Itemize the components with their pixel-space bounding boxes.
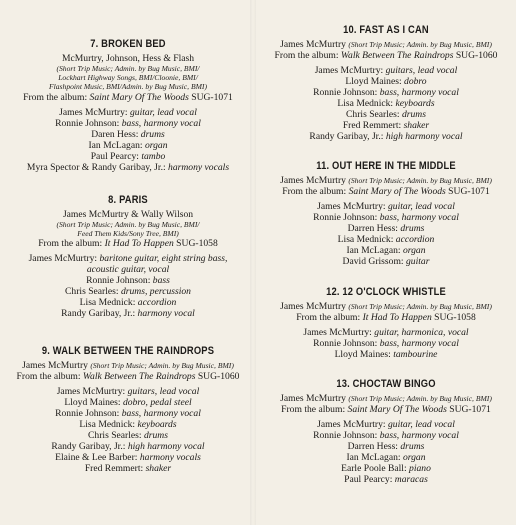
credit-role: guitar, harmonica, vocal <box>374 327 469 338</box>
album-title: Saint Mary of The Woods <box>348 186 446 197</box>
credit-row <box>258 338 514 349</box>
track-10-block <box>258 24 514 142</box>
credit-row <box>258 120 514 131</box>
writers-line: James McMurtry & Wally Wilson <box>62 209 194 220</box>
credit-role: piano <box>409 463 431 474</box>
album-line <box>0 92 256 103</box>
credit-row <box>0 162 256 173</box>
track-title: 8. PARIS <box>108 194 148 206</box>
credit-role: accordion <box>137 297 177 309</box>
credit-row <box>258 245 514 256</box>
album-prefix: From the album: <box>38 238 105 250</box>
album-catalog: SUG-1058 <box>431 312 476 323</box>
writers-name: James McMurtry <box>22 360 91 371</box>
credit-role: drums, percussion <box>120 286 191 298</box>
credit-row <box>258 474 514 485</box>
credit-row <box>258 452 514 463</box>
credit-name: Ronnie Johnson: <box>86 275 153 287</box>
credit-name: Fred Remmert: <box>84 463 146 474</box>
credit-row <box>258 430 514 441</box>
track-title: 10. FAST AS I CAN <box>343 24 429 36</box>
track-11-block <box>258 160 514 267</box>
writers-name: James McMurtry <box>280 39 349 50</box>
credit-row <box>0 308 256 319</box>
credit-row <box>258 234 514 245</box>
album-catalog: SUG-1058 <box>173 238 218 250</box>
credit-role: harmony vocal <box>137 308 195 320</box>
writers-name: James McMurtry <box>280 175 349 186</box>
credit-name: Lisa Mednick: <box>337 98 396 109</box>
credit-row <box>0 253 256 264</box>
credit-role: guitar <box>405 256 430 267</box>
credit-row <box>258 212 514 223</box>
credit-role: harmony vocals <box>139 452 201 463</box>
album-catalog: SUG-1071 <box>188 91 233 103</box>
credit-name: James McMurtry: <box>59 106 130 118</box>
album-line <box>258 186 514 197</box>
credit-row <box>0 397 256 408</box>
track-title: 9. WALK BETWEEN THE RAINDROPS <box>41 345 215 357</box>
credit-row <box>0 286 256 297</box>
credit-role: organ <box>402 452 426 463</box>
album-prefix: From the album: <box>296 312 363 323</box>
credit-name: Randy Garibay, Jr.: <box>309 131 386 142</box>
writers-line <box>258 393 514 404</box>
credit-row <box>258 201 514 212</box>
credit-role: bass, harmony vocal <box>121 408 201 419</box>
credit-role: shaker <box>403 120 430 131</box>
writers-line <box>258 301 514 312</box>
credit-role: drums <box>401 109 426 120</box>
credit-role: maracas <box>394 474 428 485</box>
credit-row <box>0 264 256 275</box>
writers-line: McMurtry, Johnson, Hess & Flash <box>61 53 195 64</box>
writers-publishing: (Short Trip Music; Admin. by Bug Music, BMI) <box>348 176 492 185</box>
credit-row <box>258 463 514 474</box>
writers-name: James McMurtry <box>280 301 349 312</box>
credit-name: Darren Hess: <box>347 223 401 234</box>
credit-row <box>258 98 514 109</box>
credit-role: guitars, lead vocal <box>127 386 200 397</box>
album-prefix: From the album: <box>281 404 348 415</box>
credit-row <box>258 223 514 234</box>
credit-row <box>0 129 256 140</box>
credit-name: Lloyd Maines: <box>334 349 394 360</box>
left-column <box>0 0 256 525</box>
album-catalog: SUG-1071 <box>446 404 491 415</box>
credit-name: Myra Spector & Randy Garibay, Jr.: <box>26 161 169 173</box>
credit-name: Ronnie Johnson: <box>313 338 380 349</box>
credit-role: guitar, lead vocal <box>388 419 455 430</box>
credit-name: Ronnie Johnson: <box>313 87 380 98</box>
credit-role: drums <box>143 430 168 441</box>
credit-name: Lisa Mednick: <box>79 419 138 430</box>
writers-publishing: (Short Trip Music; Admin. by Bug Music, BMI) <box>90 361 234 370</box>
credit-name: James McMurtry: <box>56 386 128 397</box>
credit-name: Ian McLagan: <box>346 452 403 463</box>
credit-role: bass, harmony vocal <box>121 117 201 129</box>
album-line <box>258 404 514 415</box>
credit-role: keyboards <box>137 419 177 430</box>
writers-line <box>258 39 514 50</box>
credit-row <box>0 463 256 474</box>
credit-role: organ <box>144 139 168 151</box>
album-title: Saint Mary Of The Woods <box>347 404 447 415</box>
credit-role: dobro <box>404 76 427 87</box>
album-prefix: From the album: <box>274 50 341 61</box>
writers-name: James McMurtry <box>280 393 349 404</box>
credit-name: Fred Remmert: <box>342 120 404 131</box>
track-8-block <box>0 194 256 319</box>
track-7-block <box>0 38 256 173</box>
credit-row <box>258 349 514 360</box>
credit-role: organ <box>402 245 426 256</box>
credit-name: Ian McLagan: <box>346 245 403 256</box>
credit-role: bass <box>152 275 170 287</box>
album-title: Saint Mary Of The Woods <box>89 91 189 103</box>
credit-name: Chris Searles: <box>65 286 121 298</box>
track-title: 11. OUT HERE IN THE MIDDLE <box>316 160 456 172</box>
album-title: It Had To Happen <box>104 238 174 250</box>
credit-role: bass, harmony vocal <box>379 212 459 223</box>
album-title: Walk Between The Raindrops <box>82 371 196 382</box>
credit-role: acoustic guitar, vocal <box>86 264 170 276</box>
credit-role: drums <box>400 441 425 452</box>
credit-name: Darren Hess: <box>347 441 401 452</box>
album-catalog: SUG-1060 <box>453 50 498 61</box>
credit-role: accordion <box>395 234 435 245</box>
publishing-line: Lockhart Highway Songs, BMI/Cloonie, BMI/ <box>58 73 198 83</box>
credit-name: Chris Searles: <box>346 109 402 120</box>
track-9-block <box>0 345 256 474</box>
credit-name: Ronnie Johnson: <box>55 408 122 419</box>
writers-publishing: (Short Trip Music; Admin. by Bug Music, BMI) <box>348 302 492 311</box>
writers-line <box>0 360 256 371</box>
credit-name: Daren Hess: <box>91 128 141 140</box>
album-catalog: SUG-1060 <box>195 371 240 382</box>
credit-row <box>0 275 256 286</box>
credit-name: Paul Pearcy: <box>344 474 395 485</box>
credit-name: Lloyd Maines: <box>64 397 123 408</box>
credit-row <box>0 452 256 463</box>
credit-role: baritone guitar, eight string bass, <box>99 253 228 265</box>
publishing-line: Flashpoint Music, BMI/Admin. by Bug Music, BMI) <box>49 82 207 92</box>
credit-role: bass, harmony vocal <box>379 430 459 441</box>
credit-name: James McMurtry: <box>303 327 375 338</box>
credit-role: high harmony vocal <box>127 441 205 452</box>
credit-name: Lloyd Maines: <box>345 76 405 87</box>
credit-row <box>0 297 256 308</box>
credit-role: harmony vocals <box>168 161 230 173</box>
track-title: 7. BROKEN BED <box>90 38 166 50</box>
right-column <box>258 0 514 525</box>
track-title: 13. CHOCTAW BINGO <box>336 378 436 390</box>
credit-role: guitar, lead vocal <box>130 106 197 118</box>
credit-name: James McMurtry: <box>317 419 388 430</box>
credit-role: guitar, lead vocal <box>388 201 455 212</box>
credit-role: guitars, lead vocal <box>385 65 458 76</box>
album-title: Walk Between The Raindrops <box>340 50 454 61</box>
credit-row <box>258 131 514 142</box>
credit-role: high harmony vocal <box>385 131 463 142</box>
credit-row <box>0 430 256 441</box>
track-12-block <box>258 286 514 360</box>
credit-name: Earle Poole Ball: <box>341 463 410 474</box>
credit-row <box>0 441 256 452</box>
credit-row <box>0 419 256 430</box>
publishing-line: (Short Trip Music; Admin. by Bug Music, BMI/ <box>56 220 200 229</box>
credit-role: tambo <box>141 150 166 162</box>
credit-role: tambourine <box>393 349 438 360</box>
album-title: It Had To Happen <box>362 312 432 323</box>
track-13-block <box>258 378 514 485</box>
credit-row <box>258 256 514 267</box>
credit-row <box>258 109 514 120</box>
credit-row <box>0 140 256 151</box>
credit-row <box>0 408 256 419</box>
track-title: 12. 12 O'CLOCK WHISTLE <box>326 286 446 298</box>
publishing-line: Feed Them Kids/Sony Tree, BMI) <box>77 229 179 239</box>
album-line <box>0 238 256 249</box>
credit-row <box>258 441 514 452</box>
credit-name: James McMurtry: <box>314 65 386 76</box>
credit-row <box>258 87 514 98</box>
credit-role: shaker <box>145 463 172 474</box>
album-catalog: SUG-1071 <box>445 186 490 197</box>
credit-name: James McMurtry: <box>28 253 100 265</box>
album-line <box>258 312 514 323</box>
credit-name: Lisa Mednick: <box>337 234 396 245</box>
credit-row <box>258 327 514 338</box>
credit-name: Ian McLagan: <box>88 139 145 151</box>
credit-row <box>258 419 514 430</box>
credit-row <box>258 76 514 87</box>
album-line <box>0 371 256 382</box>
writers-publishing: (Short Trip Music; Admin. by Bug Music, BMI) <box>348 40 492 49</box>
credit-name: Ronnie Johnson: <box>313 430 380 441</box>
writers-line <box>258 175 514 186</box>
credit-name: Paul Pearcy: <box>90 150 142 162</box>
credit-name: Ronnie Johnson: <box>55 117 122 129</box>
album-prefix: From the album: <box>16 371 83 382</box>
credit-row <box>0 151 256 162</box>
album-prefix: From the album: <box>282 186 349 197</box>
credit-role: keyboards <box>395 98 435 109</box>
credit-row <box>258 65 514 76</box>
album-prefix: From the album: <box>23 91 90 103</box>
credit-name: Randy Garibay, Jr.: <box>51 441 128 452</box>
credit-name: James McMurtry: <box>317 201 388 212</box>
credit-row <box>0 107 256 118</box>
credit-name: Lisa Mednick: <box>79 297 138 309</box>
writers-publishing: (Short Trip Music; Admin. by Bug Music, BMI) <box>348 394 492 403</box>
credit-name: David Grissom: <box>342 256 406 267</box>
publishing-line: (Short Trip Music; Admin. by Bug Music, BMI/ <box>56 64 200 73</box>
credit-role: bass, harmony vocal <box>379 338 459 349</box>
album-line <box>258 50 514 61</box>
credit-name: Ronnie Johnson: <box>313 212 380 223</box>
credit-role: drums <box>400 223 425 234</box>
credit-row <box>0 386 256 397</box>
credit-name: Elaine & Lee Barber: <box>55 452 140 463</box>
credit-role: dobro, pedal steel <box>122 397 192 408</box>
credit-role: bass, harmony vocal <box>379 87 459 98</box>
credit-row <box>0 118 256 129</box>
credit-role: drums <box>140 128 165 140</box>
credit-name: Chris Searles: <box>88 430 144 441</box>
credit-name: Randy Garibay, Jr.: <box>61 308 138 320</box>
